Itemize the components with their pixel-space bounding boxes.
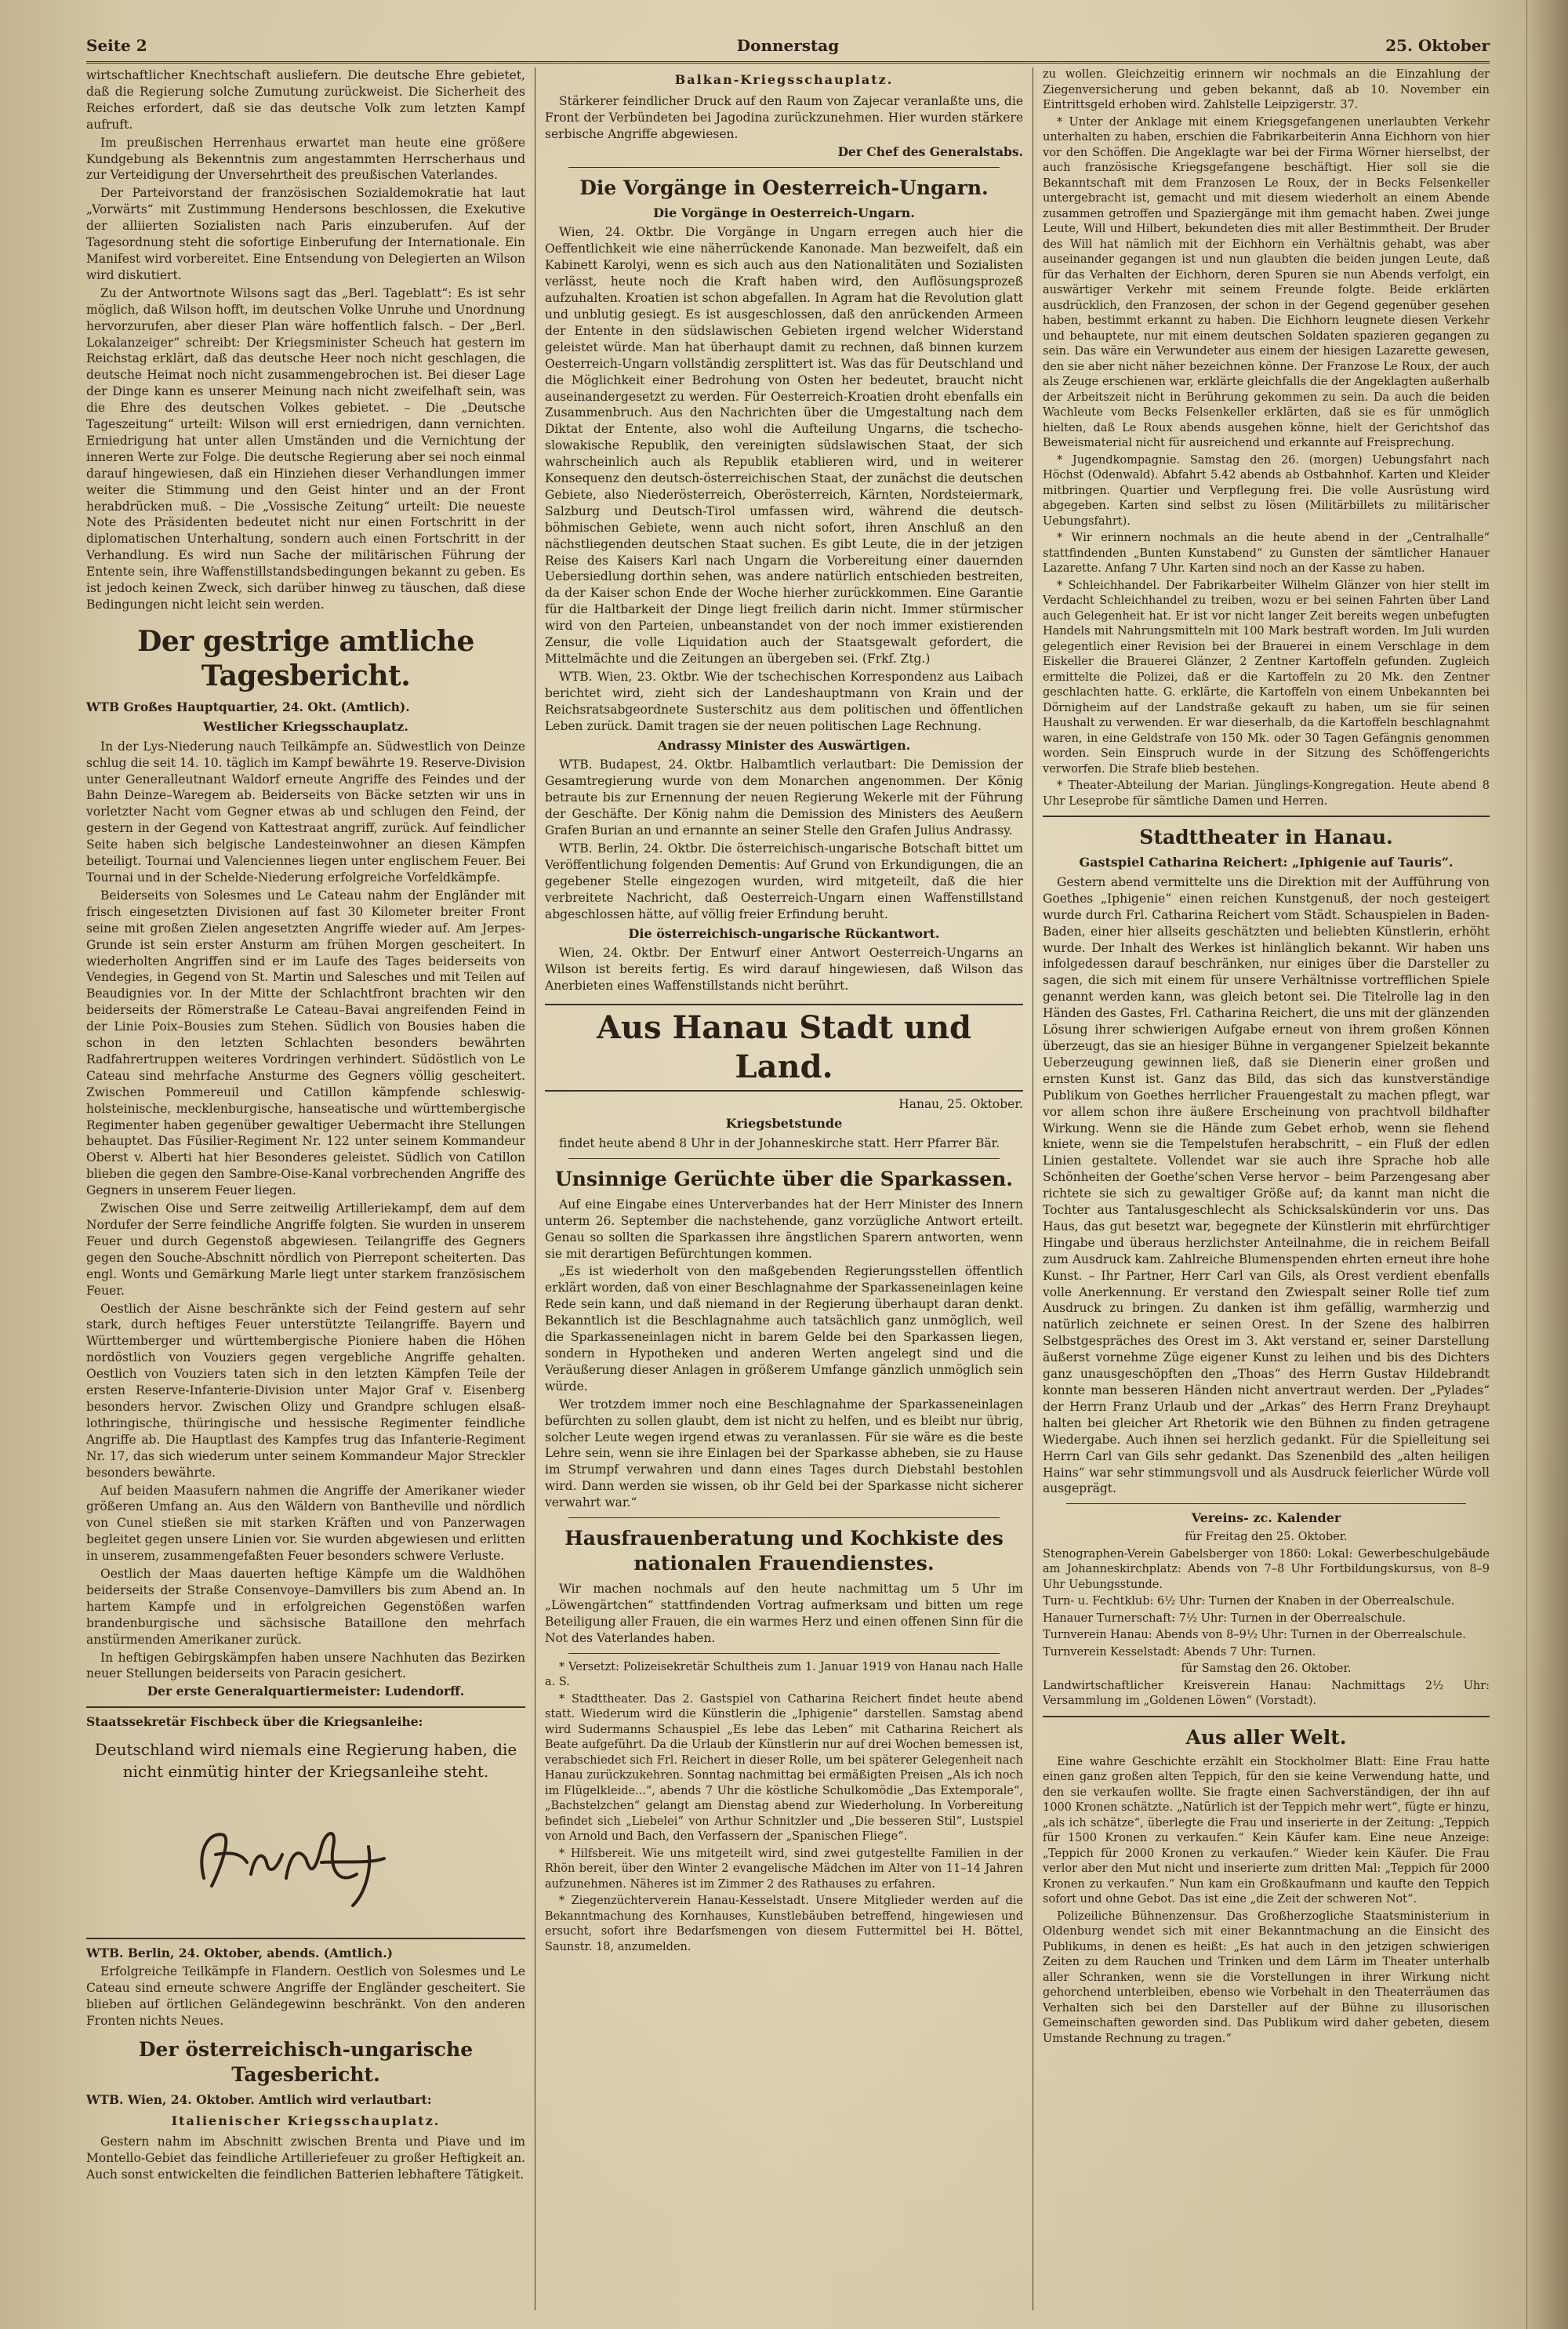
calendar-entry: Hanauer Turnerschaft: 7½ Uhr: Turnen in der Oberrealschule. <box>1043 1611 1406 1625</box>
headline-savings-rumors: Unsinnige Gerüchte über die Sparkassen. <box>554 1167 1014 1190</box>
article-paragraph: Erfolgreiche Teilkämpfe in Flandern. Oestlich von Solesmes und Le Cateau sind erneute schwere Angriffe der Engländer gescheitert. Sie blieben auf örtlichen Geländegewinn beschränkt. Von den anderen Fronten nichts Neues. <box>86 1964 525 2028</box>
article-paragraph: Oestlich der Maas dauerten heftige Kämpfe um die Waldhöhen beiderseits der Straße Consenvoye–Damvillers bis zum Abend an. In hartem Kampfe und in erfolgreichen Gegenstößen warfen brandenburgische und sächsische Bataillone den mehrfach anstürmenden Amerikaner zurück. <box>86 1567 525 1647</box>
local-notice: zu wollen. Gleichzeitig erinnern wir nochmals an die Einzahlung der Ziegenversicherung und geben bekannt, daß ab 10. November ein Eintrittsgeld erhoben wird. Zahlstelle Leipzigerstr. 37. <box>1043 68 1490 111</box>
calendar-day: für Samstag den 26. Oktober. <box>1181 1662 1352 1676</box>
local-notice: * Theater-Abteilung der Marian. Jünglings-Kongregation. Heute abend 8 Uhr Leseprobe für sämtliche Damen und Herren. <box>1043 779 1490 808</box>
calendar-entry: Turn- u. Fechtklub: 6½ Uhr: Turnen der Knaben in der Oberrealschule. <box>1043 1595 1455 1608</box>
article-paragraph: Gestern abend vermittelte uns die Direktion mit der Aufführung von Goethes „Iphigenie“ einen reichen Kunstgenuß, der noch gesteigert wurde durch Frl. Catharina Reichert vom Städt. Schauspielen in Baden-Baden, einer hier allseits geschätzten und beliebten Künstlerin, erhöht wurde. Der Inhalt des Werkes ist hinlänglich bekannt. Wir haben uns infolgedessen darauf beschränken, nur einiges über die Darsteller zu sagen, die sich mit einem für unsere Verhältnisse vortrefflichen Spiele genannt werden kann, was gleich betont sei. Die Titelrolle lag in den Händen des Gastes, Frl. Catharina Reichert, die uns mit der glänzenden Lösung ihrer schwierigen Aufgabe erneut von ihrem großen Können überzeugt, das sie an hiesiger Bühne in vergangener Spielzeit bekannte Ueberzeugung gewinnen ließ, daß sie Dienerin einer großen und ernsten Kunst ist. Ganz das Bild, das sich das kunstverständige Publikum von Goethes herrlicher Frauengestalt zu machen pflegt, war vor allem schon ihre äußere Erscheinung von prachtvoll bildhafter Wirkung. Wenn sie die Hände zum Gebet erhob, wenn sie flehend kniete, wenn sie die Tempelstufen herabschritt, – ein Fluß der edlen Linien gestaltete. Vollendet war sie auch ihre Sprache hob alle Schönheiten der Goethe’schen Verse hervor – beim Parzengesang aber richtete sie sich zu gewaltiger Größe auf; da kannt man nicht die Tochter aus Tantalusgeschlecht als Schicksalskünderin vor uns. Das Haus, das gut besetzt war, begegnete der Künstlerin mit ehrfürchtiger Hingabe und überaus herzlichster Anteilnahme, die in reichem Beifall zum Ausdruck kam. Zahlreiche Blumenspenden ehrten erneut ihre hohe Kunst. – Ihr Partner, Herr Carl van Gils, als Orest verdient ebenfalls volle Anerkennung. Er verstand den Zwiespalt seiner Rolle tief zum Ausdruck zu bringen. Zu danken ist ihm gefällig, warmherzig und natürlich zeichnete er seinen Orest. In der Szene des halbirren Selbstgespräches des Orest im 3. Akt verstand er, seiner Darstellung äußerst vornehme Züge eigener Kunst zu leihen und bis des Dichters ganz unausgeschöpften den „Thoas“ des Herrn Gustav Hildebrandt konnte man besseren Händen nicht anvertraut werden. Der „Pylades“ der Herrn Franz Urlaub und der „Arkas“ des Herrn Franz Dreyhaupt halten bei gleicher Art Rhetorik wie den Bühnen zu finden getragene Wiedergabe. Auch ihnen sei herzlich gedankt. Für die Spielleitung sei Herrn Carl van Gils sehr gedankt. Das Szenenbild des „alten heiligen Hains“ war sehr stimmungsvoll und als Ausdruck feierlicher Würde voll ausgeprägt. <box>1043 874 1490 1496</box>
divider <box>1043 1716 1490 1717</box>
article-paragraph: WTB. Wien, 23. Oktbr. Wie der tschechischen Korrespondenz aus Laibach berichtet wird, zieht sich der Landeshauptmann von Krain und der Reichsratsabgeordnete Susterschitz aus dem politischen und öffentlichen Leben zurück. Damit tragen sie der neuen politischen Lage Rechnung. <box>545 669 1023 733</box>
subheading: Balkan-Kriegsschauplatz. <box>674 72 894 87</box>
headline-daily-report: Der gestrige amtliche Tagesbericht. <box>137 624 474 692</box>
divider <box>1066 1503 1466 1504</box>
column-2 <box>545 67 1023 2310</box>
divider <box>568 167 1000 168</box>
handwritten-signature <box>86 1800 525 1917</box>
article-paragraph: Wer trotzdem immer noch eine Beschlagnahme der Sparkasseneinlagen befürchten zu sollen glaubt, dem ist nicht zu helfen, und es bleibt nur übrig, solcher Leute wegen irgend etwas zu veranlassen. Für sie wäre es die beste Lehre sein, wenn sie ihre Einlagen bei der Sparkasse abheben, sie zu Hause im Strumpf verwahren und dann eines Tages durch Diebstahl bestohlen wird. Dann werden sie wissen, ob ihr Geld bei der Sparkasse nicht sicherer verwahrt war.“ <box>545 1397 1023 1510</box>
page-edge-shadow <box>1526 0 1568 2329</box>
subheading: Westlicher Kriegsschauplatz. <box>203 718 408 734</box>
divider <box>568 1158 1000 1159</box>
headline-theater: Stadttheater in Hanau. <box>1139 826 1393 848</box>
local-notice: * Stadttheater. Das 2. Gastspiel von Catharina Reichert findet heute abend statt. Wiederum wird die Künstlerin die „Iphigenie“ darstellen. Samstag abend wird Sudermanns Schauspiel „Es lebe das Leben“ mit Catharina Reichert als Beate aufgeführt. Da die Urlaub der Künstlerin nur auf drei Wochen bemessen ist, verabschiedet sich Frl. Reichert in dieser Rolle, um bei späterer Gelegenheit nach Hanau zurückzukehren. Sonntag nachmittag bei ermäßigten Preisen „Als ich noch im Flügelkleide...“, abends 7 Uhr die köstliche Schulkomödie „Das Extemporale“, „Bachstelzchen“ gelangt am Dienstag abend zur Wiederholung. In Vorbereitung befindet sich „Liebelei“ von Arthur Schnitzler und „Die besseren Stil“, Lustspiel von Arnold und Bach, den Verfassern der „Spanischen Fliege“. <box>545 1692 1023 1844</box>
local-notice: * Ziegenzüchterverein Hanau-Kesselstadt. Unsere Mitglieder werden auf die Bekanntmachung des Kornhauses, Kunstlebäuben betreffend, hingewiesen und ersucht, sofort ihre Bedarfsmengen von diesem Futtermittel bei H. Böttel, Saunstr. 18, anzumelden. <box>545 1895 1023 1953</box>
dateline: WTB. Berlin, 24. Oktober, abends. (Amtlich.) <box>86 1946 393 1961</box>
article-paragraph: Stärkerer feindlicher Druck auf den Raum von Zajecar veranlaßte uns, die Front der Verbündeten bei Jagodina zurückzunehmen. Hier wurden stärkere serbische Angriffe abgewiesen. <box>545 93 1023 141</box>
anleihe-intro: Staatssekretär Fischbeck über die Kriegsanleihe: <box>86 1714 423 1730</box>
headline-world: Aus aller Welt. <box>1185 1725 1347 1749</box>
dateline: WTB. Wien, 24. Oktober. Amtlich wird verlautbart: <box>86 2091 432 2107</box>
article-paragraph: wirtschaftlicher Knechtschaft ausliefern. Die deutsche Ehre gebietet, daß die Regierung solche Zumutung zurückweist. Die Sicherheit des Reiches erfordert, daß sie das deutsche Volk zum letzten Kampf aufruft. <box>86 68 525 132</box>
issue-date: 25. Oktober <box>1385 36 1490 55</box>
dateline: WTB Großes Hauptquartier, 24. Okt. (Amtlich). <box>86 699 410 714</box>
anleihe-quote: Deutschland wird niemals eine Regierung haben, die nicht einmütig hinter der Kriegsanleihe steht. <box>94 1740 517 1782</box>
calendar-day: für Freitag den 25. Oktober. <box>1185 1531 1348 1544</box>
subheading: Italienischer Kriegsschauplatz. <box>171 2113 441 2128</box>
headline-housewives: Hausfrauenberatung und Kochkiste des nationalen Frauendienstes. <box>564 1527 1004 1575</box>
article-paragraph: Der Parteivorstand der französischen Sozialdemokratie hat laut „Vorwärts“ mit Zustimmung Hendersons beschlossen, die Exekutive der alliierten Sozialisten nach Paris einzuberufen. Auf der Tagesordnung steht die sofortige Einberufung der Internationale. Ein Manifest wird vorbereitet. Eine Entsendung von Delegierten an Wilson wird diskutiert. <box>86 186 525 282</box>
article-paragraph: Im preußischen Herrenhaus erwartet man heute eine größere Kundgebung als Bekenntnis zum angestammten Herrscherhaus und zur Verteidigung der Unversehrtheit des preußischen Vaterlandes. <box>86 135 525 183</box>
article-paragraph: Beiderseits von Solesmes und Le Cateau nahm der Engländer mit frisch eingesetzten Divisionen auf fast 30 Kilometer breiter Front seine mit großen Zielen angesetzten Angriffe wieder auf. Am Jerpes-Grunde ist sein erster Ansturm am frühen Morgen gescheitert. In wiederholten Angriffen sind er im Laufe des Tages beiderseits von Vendegies, in Gegend von St. Martin und Salesches und mit Teilen auf Beaudignies vor. In der Mitte der Schlachtfront brachten wir den beiderseits der Römerstraße Le Cateau–Bavai angreifenden Feind in der Linie Poix–Bousies zum Stehen. Südlich von Bousies haben die schon in den letzten Schlachten besonders bewährten Radfahrertruppen weiteres Vordringen verhindert. Südöstlich von Le Cateau sind mehrfache Ansturme des Gegners völlig gescheitert. Zwischen Pommereuil und Catillon kämpfende schleswig-holsteinische, mecklenburgische, hanseatische und württembergische Regimenter haben gegenüber gewaltiger Uebermacht ihre Stellungen behauptet. Das Füsilier-Regiment Nr. 122 unter seinem Kommandeur Oberst v. Alberti hat hier Besonderes geleistet. Südlich von Catillon blieben die gegen den Sambre-Oise-Kanal vorbrechenden Angriffe des Gegners in unserem Feuer liegen. <box>86 888 525 1198</box>
article-paragraph: WTB. Berlin, 24. Oktbr. Die österreichisch-ungarische Botschaft bittet um Veröffentlichung folgenden Dementis: Auf Grund von Erkundigungen, die an gegebener Stelle eingezogen wurden, wird mitgeteilt, daß die hier verbreitete Nachricht, daß Oesterreich-Ungarn einen Waffenstillstand abgeschlossen hätte, auf völlig freier Erfindung beruht. <box>545 841 1023 921</box>
subheading: Kriegsbetstunde <box>725 1116 843 1132</box>
page-number: Seite 2 <box>86 36 147 55</box>
article-paragraph: Eine wahre Geschichte erzählt ein Stockholmer Blatt: Eine Frau hatte einen ganz großen alten Teppich, für den sie keine Verwendung hatte, und den sie verkaufen wollte. Sie fragte einen Sachverständigen, der ihn auf 1000 Kronen schätzte. „Natürlich ist der Teppich mehr wert“, fügte er hinzu, „als ich schätze“, überlegte die Frau und inserierte in der Zeitung: „Teppich für 1500 Kronen zu verkaufen.“ Kein Käufer kam. Eine neue Anzeige: „Teppich für 2000 Kronen zu verkaufen.“ Wieder kein Käufer. Die Frau verlor aber den Mut nicht und inserierte zum dritten Mal: „Teppich für 2000 Kronen zu verkaufen.“ Nun kam ein Großkaufmann und kaufte den Teppich sofort und ohne Gebot. Das ist eine „die Zeit der schweren Not“. <box>1043 1755 1490 1906</box>
headline-austria-report: Der österreichisch-ungarische Tagesbericht. <box>138 2037 474 2086</box>
headline-events-austria: Die Vorgänge in Oesterreich-Ungarn. <box>579 176 989 199</box>
report-signature: Der Chef des Generalstabs. <box>837 144 1023 159</box>
subheading: Die österreichisch-ungarische Rückantwort. <box>628 925 940 941</box>
local-notice: * Schleichhandel. Der Fabrikarbeiter Wilhelm Glänzer von hier stellt im Verdacht Schleichhandel zu treiben, wozu er bei seinen Fahrten über Land auch Gelegenheit hat. Er ist vor nicht langer Zeit bereits wegen unbefugten Handels mit Nahrungsmitteln mit 100 Mark bestraft worden. Im Juli wurden gelegentlich einer Revision bei der Brauerei in einem Verschlage in dem Eiskeller die Brauerei Glänzer, 2 Zentner Kartoffeln gefunden. Zugleich ermittelte die Polizei, daß er die Kartoffeln zu 20 Mk. den Zentner geschlachten hatte. G. erklärte, die Kartoffeln von einem Unbekannten bei Dörnigheim auf der Landstraße gekauft zu haben, um sie für seinen Haushalt zu verwenden. Er war dieserhalb, da die Kartoffeln beschlagnahmt waren, in eine Geldstrafe von 150 Mk. oder 30 Tagen Gefängnis genommen worden. Sein Einspruch wurde in der Sitzung des Schöffengerichts verworfen. Die Strafe blieb bestehen. <box>1043 579 1490 776</box>
calendar-entry: Landwirtschaftlicher Kreisverein Hanau: Nachmittags 2½ Uhr: Versammlung im „Goldenen Löwen“ (Vorstadt). <box>1043 1679 1490 1708</box>
article-paragraph: Auf eine Eingabe eines Unterverbandes hat der Herr Minister des Innern unterm 26. September die nachstehende, ganz vorzügliche Antwort erteilt. Genau so sollten die Sparkassen ihre ängstlichen Sparern antworten, wenn sie mit derartigen Befürchtungen kommen. <box>545 1197 1023 1261</box>
local-notice: * Hilfsbereit. Wie uns mitgeteilt wird, sind zwei gutgestellte Familien in der Rhön bereit, über den Winter 2 evangelische Mädchen im Alter von 11–14 Jahren aufzunehmen. Näheres ist im Zimmer 2 des Rathauses zu erfahren. <box>545 1847 1023 1891</box>
local-notice: * Versetzt: Polizeisekretär Schultheis zum 1. Januar 1919 von Hanau nach Halle a. S. <box>545 1660 1023 1689</box>
local-notice: * Unter der Anklage mit einem Kriegsgefangenen unerlaubten Verkehr unterhalten zu haben, erschien die Fabrikarbeiterin Anna Eichhorn von hier vor den Schöffen. Die Angeklagte war bei der Firma Wörner hierselbst, der auch französische Kriegsgefangene beschäftigt. Hier soll sie die Bekanntschaft mit dem Franzosen Le Roux, der in Becks Felsenkeller untergebracht ist, gemacht und mit diesem wiederholt an einem Abende zusammen getroffen und Spaziergänge mit ihm gemacht haben. Zwei junge Leute, Will und Hilbert, bekundeten dies mit aller Bestimmtheit. Der Bruder des Will hat nämlich mit der Eichhorn ein Verhältnis gehabt, was aber auseinander gegangen ist und nun glaubten die beiden jungen Leute, daß für das Verhalten der Eichhorn, deren Spuren sie nun Abends verfolgt, ein auswärtiger Verkehr mit seinem Freunde folgte. Beide erklärten ausdrücklich, den Franzosen, der schon in der Gegend gegenüber gesehen haben, bestimmt erkannt zu haben. Die Eichhorn leugnete diesen Verkehr und behauptete, nur mit einem deutschen Soldaten spazieren gegangen zu sein. Das wäre ein Verwundeter aus einem der hiesigen Lazarette gewesen, den sie aber nicht näher bezeichnen könne. Der Franzose Le Roux, der auch als Zeuge erschienen war, erklärte gleichfalls die der Angeklagten außerhalb der Arbeitszeit nicht in Berührung gekommen zu sein. Da auch die beiden Wachleute vom Becks Felsenkeller erklärten, daß sie es für unmöglich hielten, daß Le Roux abends ausgehen könne, hielt der Gerichtshof das Beweismaterial nicht für ausreichend und erkannte auf Freisprechung. <box>1043 115 1490 449</box>
article-paragraph: Gestern nahm im Abschnitt zwischen Brenta und Piave und im Montello-Gebiet das feindliche Artilleriefeuer zu großer Heftigkeit an. Auch sonst entwickelten die feindlichen Batterien lebhaftere Tätigkeit. <box>86 2135 525 2182</box>
article-paragraph: Auf beiden Maasufern nahmen die Angriffe der Amerikaner wieder größeren Umfang an. Aus den Wäldern von Bantheville und nördlich von Cunel stießen sie mit starken Kräften und von Panzerwagen begleitet gegen unsere Linien vor. Sie wurden abgewiesen und erlitten in unserem, zusammengefaßten Feuer besonders schwere Verluste. <box>86 1483 525 1564</box>
local-notice: * Jugendkompagnie. Samstag den 26. (morgen) Uebungsfahrt nach Höchst (Odenwald). Abfahrt 5.42 abends ab Ostbahnhof. Karten und Kleider mitbringen. Quartier und Verpflegung frei. Die volle Ausrüstung wird abgegeben. Karten sind selbst zu lösen (Militärbillets zu militärischer Uebungsfahrt). <box>1043 453 1490 528</box>
article-paragraph: Polizeiliche Bühnenzensur. Das Großherzogliche Staatsministerium in Oldenburg wendet sich mit einer Bekanntmachung an die Einsicht des Publikums, in denen es heißt: „Es hat auch in den jetzigen schwierigen Zeiten zu dem Rauchen und Trinken und dem Lärm im Theater unterhalb aller Schranken, wenn sie die Vorstellungen in ihrer Wirkung nicht gehorchend unterbleiben, ebenso wie Vorbehalt in den Theaterräumen das Verhalten sich bei den Darsteller auf der Bühne zu illusorischen Gemeinschaften geworden sind. Das Publikum wird daher gebeten, diesem Umstande Rechnung zu tragen.“ <box>1043 1909 1490 2045</box>
article-paragraph: In der Lys-Niederung nauch Teilkämpfe an. Südwestlich von Deinze schlug die seit 14. 10. täglich im Kampf bewährte 19. Reserve-Division unter Generalleutnant Waldorf erneute Angriffe des Feindes und der Bahn Deinze–Waregem ab. Beiderseits von Bäcke setzten wir uns in vorletzter Nacht vom Gegner etwas ab und schlugen den Feind, der gestern in der Gegend von Kattestraat angriff, zurück. Auf feindlicher Seite haben sich belgische Landesteinwohner an diesen Kämpfen beteiligt. Tournai und Valenciennes liegen unter englischem Feuer. Bei Tournai und in der Schelde-Niederung erfolgreiche Vorfeldkämpfe. <box>86 739 525 885</box>
calendar-entry: Turnverein Hanau: Abends von 8–9½ Uhr: Turnen in der Oberrealschule. <box>1043 1629 1466 1642</box>
calendar-entry: Turnverein Kesselstadt: Abends 7 Uhr: Turnen. <box>1043 1645 1316 1659</box>
divider <box>568 1653 1000 1654</box>
article-paragraph: „Es ist wiederholt von den maßgebenden Regierungsstellen öffentlich erklärt worden, daß von einer Beschlagnahme der Sparkasseneinlagen keine Rede sein kann, und daß niemand in der Regierung überhaupt daran denkt. Bekanntlich ist die Beschlagnahme auch tatsächlich ganz unmöglich, weil die Sparkasseneinlagen nicht in barem Gelde bei den Sparkassen liegen, sondern in Hypotheken und anderen Werten angelegt sind und die Veräußerung dieser Anlagen in größerem Umfange gänzlich unmöglich sein würde. <box>545 1264 1023 1393</box>
article-paragraph: Zu der Antwortnote Wilsons sagt das „Berl. Tageblatt“: Es ist sehr möglich, daß Wilson hofft, im deutschen Volke Unruhe und Unordnung hervorzurufen, aber dieser Plan wäre hoffentlich falsch. – Der „Berl. Lokalanzeiger“ schreibt: Der Kriegsminister Scheuch hat gestern im Reichstag erklärt, daß das deutsche Heer noch nicht geschlagen, die deutsche Heimat noch nicht zusammengebrochen ist. Bei dieser Lage der Dinge kann es unserer Meinung nach nicht zweifelhaft sein, was die Ehre des deutschen Volkes gebietet. – Die „Deutsche Tageszeitung“ urteilt: Wilson will erst erniedrigen, dann vernichten. Erniedrigung hat unter allen Umständen und die Vernichtung der inneren Werte zur Folge. Die deutsche Regierung aber sei noch einmal darauf hingewiesen, daß ein Hinziehen dieser Verhandlungen immer weiter die Stimmung und den Geist hinter und an der Front herabdrücken muß. – Die „Vossische Zeitung“ urteilt: Die neueste Note des Präsidenten bedeutet nicht nur einen Fortschritt in der diplomatischen Unterhaltung, sondern auch einen Fortschritt in der Verhandlung. Es wird nun Sache der militärischen Führung der Entente sein, ihre Waffenstillstandsbedingungen bekannt zu geben. Es ist jedoch keinen Zweck, sich darüber hinweg zu täuschen, daß diese Bedingungen nicht leicht sein werden. <box>86 285 525 612</box>
article-paragraph: Oestlich der Aisne beschränkte sich der Feind gestern auf sehr stark, durch heftiges Feuer unterstützte Teilangriffe. Bayern und Württemberger und württembergische Pioniere haben die Höhen nordöstlich von Vouziers gegen vergebliche Angriffe gehalten. Oestlich von Vouziers taten sich in den letzten Kämpfen Teile der ersten Reserve-Infanterie-Division unter Major Graf v. Eisenberg besonders hervor. Zwischen Olizy und Grandpre schlugen elsaß-lothringische, thüringische und hessische Regimenter feindliche Angriffe ab. Die Hauptlast des Kampfes trug das Infanterie-Regiment Nr. 17, das sich wiederum unter seinem Kommandeur Major Streckler besonders bewährte. <box>86 1301 525 1480</box>
section-heading-local: Aus Hanau Stadt und Land. <box>545 1004 1023 1092</box>
weekday: Donnerstag <box>736 36 840 55</box>
divider <box>86 1706 525 1708</box>
subheading: Gastspiel Catharina Reichert: „Iphigenie auf Tauris“. <box>1079 855 1454 870</box>
divider <box>86 1938 525 1939</box>
article-paragraph: Wien, 24. Oktbr. Der Entwurf einer Antwort Oesterreich-Ungarns an Wilson ist bereits fertig. Es wird darauf hingewiesen, daß Wilson das Anerbieten eines Waffenstillstands nicht berührt. <box>545 946 1023 994</box>
divider <box>1043 816 1490 817</box>
masthead <box>86 30 1490 64</box>
subheading: Andrassy Minister des Auswärtigen. <box>657 737 911 753</box>
report-signature: Der erste Generalquartiermeister: Ludendorff. <box>147 1684 465 1699</box>
dateline: Hanau, 25. Oktober. <box>898 1097 1023 1112</box>
calendar-entry: Stenographen-Verein Gabelsberger von 1860: Lokal: Gewerbeschulgebäude am Johanneskirchplatz: Abends von 7–8 Uhr Fortbildungskursus, von 8–9 Uhr Uebungsstunde. <box>1043 1547 1490 1591</box>
subheading: Vereins- zc. Kalender <box>1191 1510 1341 1526</box>
article-paragraph: findet heute abend 8 Uhr in der Johanneskirche statt. Herr Pfarrer Bär. <box>559 1135 1000 1150</box>
article-paragraph: WTB. Budapest, 24. Oktbr. Halbamtlich verlautbart: Die Demission der Gesamtregierung wurde von dem Monarchen angenommen. Der König betraute bis zur Ernennung der neuen Regierung Wekerle mit der Führung der Geschäfte. Der König nahm die Demission des Ministers des Aeußern Grafen Burian an und ernannte an seiner Stelle den Grafen Julius Andrassy. <box>545 758 1023 838</box>
article-paragraph: In heftigen Gebirgskämpfen haben unsere Nachhuten das Bezirken neuer Stellungen beiderseits von Paracin gesichert. <box>86 1650 525 1681</box>
column-1 <box>86 67 525 2310</box>
divider <box>568 1517 1000 1518</box>
article-paragraph: Zwischen Oise und Serre zeitweilig Artilleriekampf, dem auf dem Nordufer der Serre feindliche Angriffe folgten. Sie wurden in unserem Feuer und durch Gegenstoß abgewiesen. Teilangriffe des Gegners gegen den Souche-Abschnitt nördlich von Pierrepont scheiterten. Das engl. Wonts und Gemärkung Marle liegt unter starkem französischem Feuer. <box>86 1201 525 1298</box>
local-notice: * Wir erinnern nochmals an die heute abend in der „Centralhalle“ stattfindenden „Bunten Kunstabend“ zu Gunsten der sämtlicher Hanauer Lazarette. Anfang 7 Uhr. Karten sind noch an der Kasse zu haben. <box>1043 532 1490 575</box>
column-3 <box>1043 67 1490 2310</box>
article-paragraph: Wien, 24. Oktbr. Die Vorgänge in Ungarn erregen auch hier die Oeffentlichkeit wie eine näherrückende Kanonade. Man bezweifelt, daß ein Kabinett Karolyi, wenn es sich auch aus den Nationalitäten und Sozialisten verlässt, heute noch die Kraft haben wird, den Auflösungsprozeß aufzuhalten. Kroatien ist schon abgefallen. In Agram hat die Revolution glatt und unblutig gesiegt. Es ist ausgeschlossen, daß den anrückenden Armeen der Entente in den südslawischen Gebieten irgend welcher Widerstand geleistet würde. Man hat überhaupt damit zu rechnen, daß binnen kurzem Oesterreich-Ungarn vollständig zersplittert ist. Was das für Deutschland und die Möglichkeit einer Bedrohung von Osten her bedeutet, braucht nicht auseinandergesetzt zu werden. Für Oesterreich-Kroatien droht ebenfalls ein Zusammenbruch. Aus den Nachrichten über die Umgestaltung nach dem Diktat der Entente, also wohl die Aufteilung Ungarns, die tschecho-slowakische Republik, den vereinigten südslawischen Staat, der sich wahrscheinlich auch als Republik etablieren wird, und in weiterer Konsequenz den deutsch-österreichischen Staat, der zunächst die deutschen Gebiete, also Niederösterreich, Oberösterreich, Kärnten, Nordsteiermark, Salzburg und Deutsch-Tirol umfassen wird, während die deutsch-böhmischen Gebiete, wenn auch nicht sofort, ihren Anschluß an den nächstliegenden deutschen Staat suchen. Es gibt Leute, die in der jetzigen Reise des Kaisers Karl nach Ungarn die Vorbereitung einer dauernden Uebersiedlung dorthin sehen, was andere natürlich entschieden bestreiten, da der Kaiser schon Ende der Woche hierher zurückkommen. Eine Garantie für die Haltbarkeit der Dinge liegt freilich darin nicht. Immer stürmischer wird von den Parteien, unbeanstandet von der noch immer existierenden Zensur, die volle Liquidation auch der Staatsgewalt gefordert, die Mittelmächte und die Zeitungen an übergeben sei. (Frkf. Ztg.) <box>545 225 1023 666</box>
article-paragraph: Wir machen nochmals auf den heute nachmittag um 5 Uhr im „Löwengärtchen“ stattfindenden Vortrag aufmerksam und bitten um rege Beteiligung aller Frauen, die ein warmes Herz und einen offenen Sinn für die Not des Vaterlandes haben. <box>545 1582 1023 1645</box>
subheading: Die Vorgänge in Oesterreich-Ungarn. <box>653 205 915 220</box>
